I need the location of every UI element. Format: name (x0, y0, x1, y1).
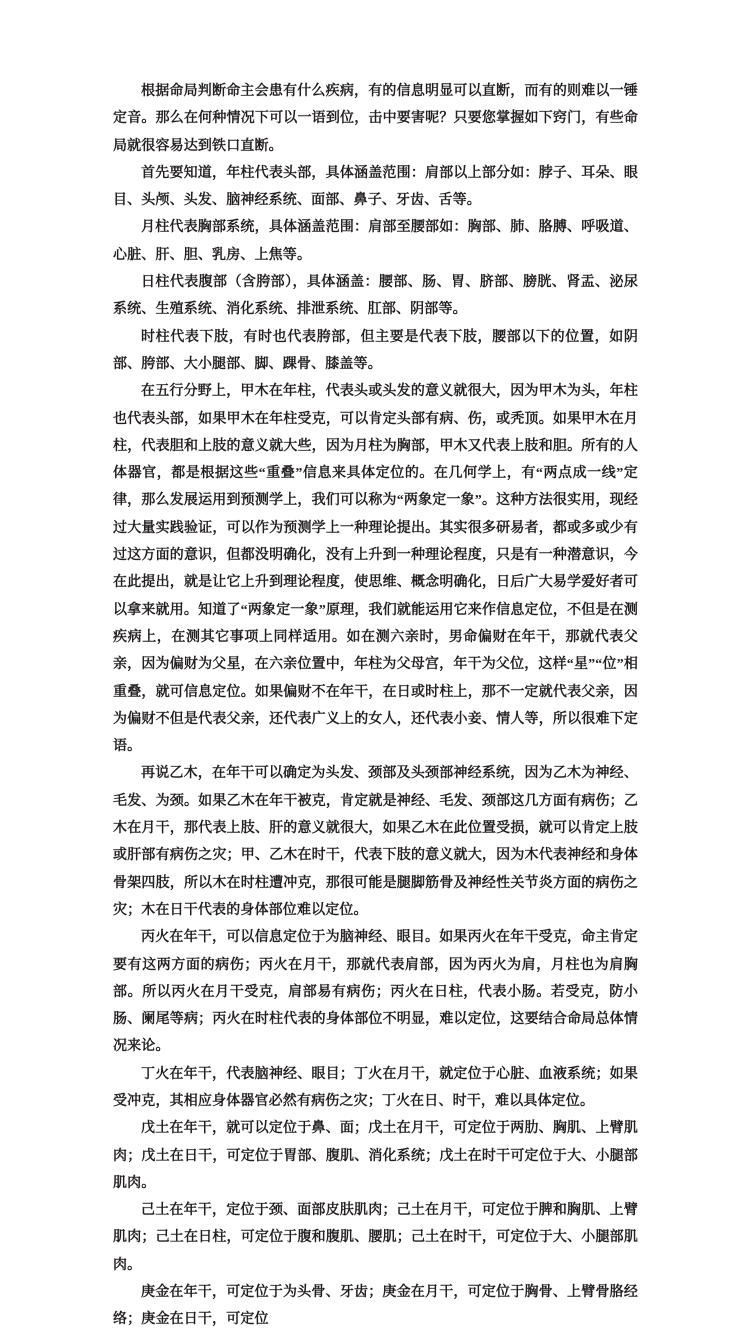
paragraph: 丁火在年干，代表脑神经、眼目；丁火在月干，就定位于心脏、血液系统；如果受冲克，其相应身体器官必然有病伤之灾；丁火在日、时干，难以具体定位。 (113, 1066, 638, 1109)
paragraph: 再说乙木，在年干可以确定为头发、颈部及头颈部神经系统，因为乙木为神经、毛发、为颈。如果乙木在年干被克，肯定就是神经、毛发、颈部这几方面有病伤；乙木在月干，那代表上肢、肝的意义就很大，如果乙木在此位置受损，就可以肯定上肢或肝部有病伤之灾；甲、乙木在时干，代表下肢的意义就大，因为木代表神经和身体骨架四肢，所以木在时柱遭冲克，那很可能是腿脚筋骨及神经性关节炎方面的病伤之灾；木在日干代表的身体部位难以定位。 (113, 766, 638, 918)
document-text-body (113, 78, 638, 1334)
paragraph: 己土在年干，定位于颈、面部皮肤肌肉；己土在月干，可定位于脾和胸肌、上臂肌肉；己土在日柱，可定位于腹和腹肌、腰肌；己土在时干，可定位于大、小腿部肌肉。 (113, 1203, 638, 1273)
paragraph: 月柱代表胸部系统，具体涵盖范围：肩部至腰部如：胸部、肺、胳膊、呼吸道、心脏、肝、胆、乳房、上焦等。 (113, 220, 638, 263)
paragraph: 首先要知道，年柱代表头部，具体涵盖范围：肩部以上部分如：脖子、耳朵、眼目、头颅、头发、脑神经系统、面部、鼻子、牙齿、舌等。 (113, 165, 638, 209)
paragraph: 戊土在年干，就可以定位于鼻、面；戊土在月干，可定位于两肋、胸肌、上臂肌肉；戊土在日干，可定位于胃部、腹肌、消化系统；戊土在时干可定位于大、小腿部肌肉。 (113, 1121, 638, 1191)
paragraph: 日柱代表腹部（含胯部），具体涵盖：腰部、肠、胃、脐部、膀胱、肾盂、泌尿系统、生殖系统、消化系统、排泄系统、肛部、阴部等。 (113, 275, 638, 318)
paragraph: 庚金在年干，可定位于为头骨、牙齿；庚金在月干，可定位于胸骨、上臂骨胳经络；庚金在日干，可定位 (113, 1285, 638, 1328)
paragraph: 丙火在年干，可以信息定位于为脑神经、眼目。如果丙火在年干受克，命主肯定要有这两方面的病伤；丙火在月干，那就代表肩部，因为丙火为肩，月柱也为肩胸部。所以丙火在月干受克，肩部易有病伤；丙火在日柱，代表小肠。若受克，防小肠、阑尾等病；丙火在时柱代表的身体部位不明显，难以定位，这要结合命局总体情况来论。 (113, 930, 638, 1055)
paragraph: 根据命局判断命主会患有什么疾病，有的信息明显可以直断，而有的则难以一锤定音。那么在何种情况下可以一语到位，击中要害呢？只要您掌握如下窍门，有些命局就很容易达到铁口直断。 (113, 84, 638, 154)
paragraph: 在五行分野上，甲木在年柱，代表头或头发的意义就很大，因为甲木为头，年柱也代表头部，如果甲木在年柱受克，可以肯定头部有病、伤，或秃顶。如果甲木在月柱，代表胆和上肢的意义就大些，因为月柱为胸部，甲木又代表上肢和胆。所有的人体器官，都是根据这些“重叠”信息来具体定位的。在几何学上，有“两点成一线”定律，那么发展运用到预测学上，我们可以称为“两象定一象”。这种方法很实用，现经过大量实践验证，可以作为预测学上一种理论提出。其实很多研易者，都或多或少有过这方面的意识，但都没明确化，没有上升到一种理论程度，只是有一种潜意识，今在此提出，就是让它上升到理论程度，使思维、概念明确化，日后广大易学爱好者可以拿来就用。知道了“两象定一象”原理，我们就能运用它来作信息定位，不但是在测疾病上，在测其它事项上同样适用。如在测六亲时，男命偏财在年干，那就代表父亲，因为偏财为父星，在六亲位置中，年柱为父母宫，年干为父位，这样“星”“位”相重叠，就可信息定位。如果偏财不在年干，在日或时柱上，那不一定就代表父亲，因为偏财不但是代表父亲，还代表广义上的女人，还代表小妾、情人等，所以很难下定语。 (113, 384, 638, 755)
paragraph: 时柱代表下肢，有时也代表胯部，但主要是代表下肢，腰部以下的位置，如阴部、胯部、大小腿部、脚、踝骨、膝盖等。 (113, 329, 638, 372)
